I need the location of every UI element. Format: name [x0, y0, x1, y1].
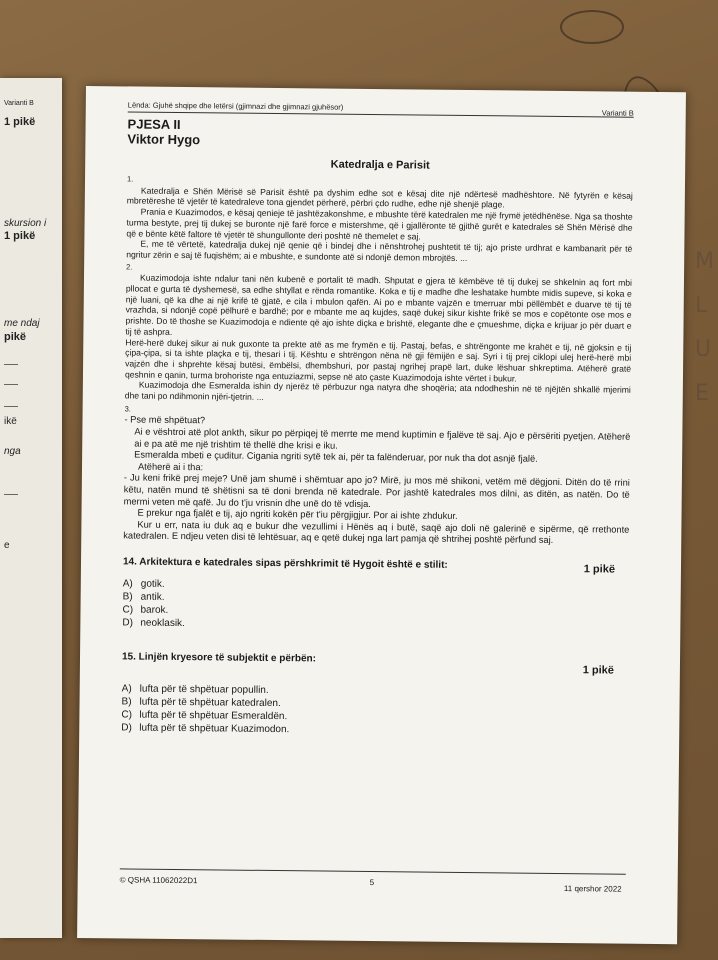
paragraph: Kur u err, nata iu duk aq e bukur dhe vezullimi i Hënës aq i butë, saqë ajo doli në galerinë e sipërme, që rrethonte katedralen. E ndjeu veten disi të lehtësuar, aq e qetë dukej nga lart pamja që shtrihej poshtë përfund saj.	[123, 519, 630, 546]
question-15-options	[121, 682, 628, 739]
option-text: neoklasik.	[140, 617, 185, 629]
question-points: 1 pikë	[582, 664, 614, 677]
variant-label: Varianti B	[601, 108, 634, 118]
question-14	[122, 556, 629, 576]
left-text-fragment: skursion i	[4, 218, 47, 229]
left-underlying-page	[0, 78, 62, 938]
paragraph: Ai e vështroi atë plot ankth, sikur po përpiqej të merrte me mend kuptimin e fjalëve të saj. Ajo e përsëriti pyetjen. Atëherë ai e pa atë me një trishtim të thellë dhe krisi e iku.	[134, 426, 631, 451]
left-text-fragment: me ndaj	[4, 318, 40, 329]
question-text: 14. Arkitektura e katedrales sipas përshkrimit të Hygoit është e stilit:	[122, 556, 448, 571]
left-answer-line	[4, 494, 18, 495]
paragraph: Kuazimodoja ishte ndalur tani nën kubenë e portalit të madh. Shputat e gjera të këmbëve të tij dukej se shkelnin aq fort mbi pllocat e gurta të dyshemesë, sa edhe shtyllat e rënda romantike. Koka e tij e madhe dhe leshatake humbte midis supeve, si koka e një luani, që ka dhe ai një krifë të gjatë, e cila i mbulon qafën. Ai po e mbante vajzën e tmerruar mbi pëllëmbët e duarve të tij të vrazhda, si ndonjë copë pëlhurë e bardhë; por e mbante me aq kujdes, saqë dukej sikur kishte frikë se mos e copëtonte ose mos e prishte. Do të thoshe se Kuazimodoja e ndiente që ajo ishte diçka e brishtë, elegante dhe e çmueshme, diçka e krijuar jo për duart e tij të ashpra.	[125, 272, 633, 337]
question-14-options	[122, 577, 629, 634]
option-letter: D)	[122, 617, 134, 629]
option-text: antik.	[140, 591, 165, 603]
left-text-fragment: nga	[4, 446, 21, 457]
option-text: barok.	[140, 604, 169, 616]
question-15	[121, 651, 628, 677]
paragraph: Atëherë ai i tha:	[137, 461, 204, 472]
desk-handwriting: M L U E	[695, 249, 714, 406]
dialogue-line: - Pse më shpëtuat?	[124, 414, 206, 426]
exam-code: © QSHA 11062022D1	[119, 875, 198, 886]
page-footer	[119, 868, 626, 894]
section-number: 2.	[126, 262, 133, 272]
paragraph: Herë-herë dukej sikur ai nuk guxonte ta prekte atë as me frymën e tij. Pastaj, befas, e shtrëngonte me krahët e tij, në gjoksin e tij çipa-çipa, si ta ishte plaçka e tij, thesari i tij. Kështu e shtrëngon nëna në gji fëmijën e saj. Syri i tij prej ciklopi ulej herë-herë mbi vajzën dhe i shprehte kësaj butësi, ëmbëlsi, dhembshuri, por pastaj ngrihej prapë lart, duke lëshuar shkreptima. Atëherë gratë qeshnin e qanin, turma brohoriste nga entuziazmi, sepse në ato çaste Kuazimodoja ishte vërtet i bukur.	[124, 336, 632, 384]
left-answer-line	[4, 384, 18, 385]
left-text-fragment: e	[4, 540, 10, 551]
page-number: 5	[369, 878, 375, 888]
left-points-label: pikë	[4, 331, 27, 343]
left-points-label: 1 pikë	[4, 116, 36, 128]
paragraph: Prania e Kuazimodos, e kësaj qenieje të jashtëzakonshme, e mbushte tërë katedralen me një frymë jetëdhënëse. Nga sa thoshte turma bestyte, prej tij dukej se buronte një farë force e mistershme, që i gjallëronte të gjithë gurët e katedrales së Shën Mërisë dhe që e bënte këtë faltore të vjetër të shungullonte deri poshtë në themelet e saj.	[126, 206, 633, 242]
section-number: 1.	[126, 174, 134, 184]
option-text: lufta për të shpëtuar Kuazimodon.	[139, 722, 290, 736]
option-letter: B)	[122, 591, 133, 603]
option-letter: C)	[121, 709, 133, 721]
option-letter: A)	[121, 683, 132, 695]
paragraph: Katedralja e Shën Mërisë së Parisit është pa dyshim edhe sot e kësaj dite një ndërtesë madhështore. Në fytyrën e kësaj mbretëreshe të vjetër të katedraleve tona gjendet përherë, përbri çdo rudhe, edhe një shenjë plage.	[126, 185, 633, 210]
option-letter: C)	[122, 604, 134, 616]
exam-page	[77, 86, 686, 944]
left-points-label: 1 pikë	[4, 230, 36, 242]
paragraph: Kuazimodoja dhe Esmeralda ishin dy njerëz të përbuzur nga natyra dhe shoqëria; ata ndodheshin në të njëjtën shkallë mjerimi dhe tani po ndihmonin njëri-tjetrin. ...	[124, 379, 631, 402]
paragraph: E prekur nga fjalët e tij, ajo ngriti kokën për t'iu përgjigjur. Por ai ishte zhdukur.	[137, 507, 458, 522]
left-variant-label: Varianti B	[4, 100, 34, 107]
author-name: Viktor Hygo	[127, 131, 201, 148]
exam-date: 11 qershor 2022	[563, 884, 622, 894]
section-number: 3.	[124, 404, 131, 414]
question-text: 15. Linjën kryesore të subjektit e përbën:	[121, 651, 317, 665]
part-title: PJESA II	[127, 116, 181, 132]
option-letter: B)	[121, 696, 132, 708]
subject-label: Lënda: Gjuhë shqipe dhe letërsi (gjimnazi dhe gjimnazi gjuhësor)	[127, 100, 344, 112]
desk-scribble	[560, 10, 624, 44]
passage-text-section-3	[123, 403, 630, 547]
option-text: lufta për të shpëtuar popullin.	[139, 683, 269, 696]
passage-title: Katedralja e Parisit	[330, 158, 430, 172]
paragraph: Esmeralda mbeti e çuditur. Cigania ngriti sytë tek ai, për ta falënderuar, por nuk tha dot asnjë fjalë.	[134, 449, 538, 464]
passage-text	[125, 174, 633, 406]
option-letter: A)	[122, 578, 133, 590]
left-text-fragment: ikë	[4, 416, 17, 427]
option-text: lufta për të shpëtuar katedralen.	[139, 696, 281, 709]
page-header	[128, 100, 634, 117]
dialogue-line: - Ju keni frikë prej meje? Unë jam shumë i shëmtuar apo jo? Mirë, ju mos më shikoni, vetëm më dëgjoni. Ditën do të rrini këtu, natën mund të shëtisni sa të doni brenda në katedrale. Por jashtë katedrales mos dilni, as ditën, as natën. Do të mermi veten më qafë. Ju do t'ju vrisnin dhe unë do të vdisja.	[123, 472, 630, 509]
option-text: gotik.	[140, 578, 165, 590]
option-letter: D)	[121, 722, 132, 734]
left-answer-line	[4, 364, 18, 365]
paragraph: E, me të vërtetë, katedralja dukej një qenie që i bindej dhe i nënshtrohej pushtetit të tij; ajo priste urdhrat e kambanarit për të ngritur zërin e saj të fuqishëm; ai e mbushte, e sundonte atë si ndonjë demon mbrojtës. ...	[126, 238, 633, 263]
left-answer-line	[4, 406, 18, 407]
option-text: lufta për të shpëtuar Esmeraldën.	[139, 709, 288, 723]
question-points: 1 pikë	[583, 563, 616, 576]
